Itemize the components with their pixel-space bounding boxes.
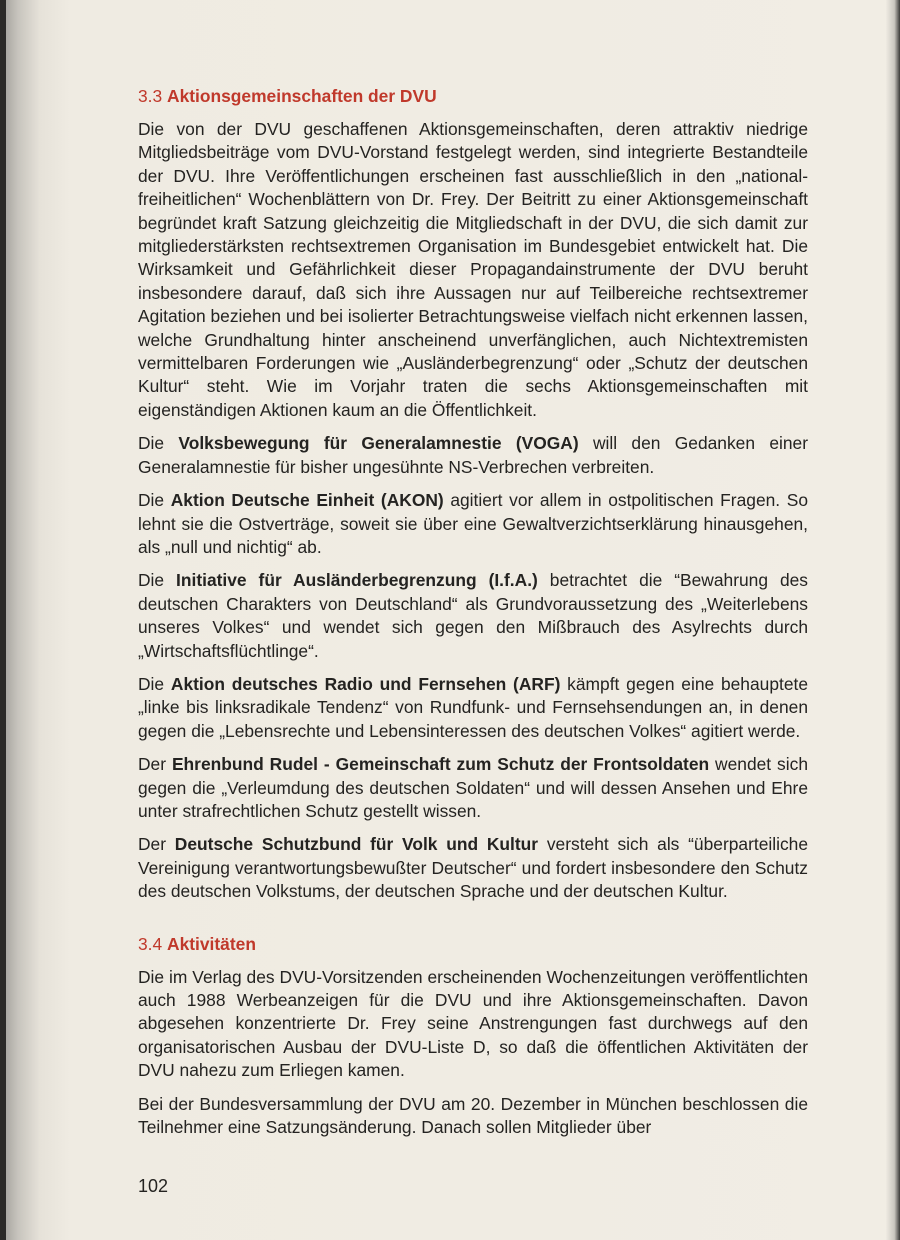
section-title: Aktivitäten xyxy=(167,933,256,954)
page-edge-shadow xyxy=(886,0,900,1240)
activities-paragraph-1: Die im Verlag des DVU-Vorsitzenden erscheinenden Wochenzeitungen veröffentlichten auch 1988 Werbeanzeigen für die DVU und ihre Aktionsgemeinschaften. Davon abgesehen konzentrierte Dr. Frey seine Anstrengungen fast durchwegs auf den organisatorischen Ausbau der DVU-Liste D, so daß die öffentlichen Aktivitäten der DVU nahezu zum Erliegen kamen. xyxy=(138,966,808,1081)
intro-paragraph: Die von der DVU geschaffenen Aktionsgemeinschaften, deren attraktiv niedrige Mitgliedsbeiträge vom DVU-Vorstand festgelegt werden, sind integrierte Bestandteile der DVU. Ihre Veröffentlichungen erscheinen fast ausschließlich in den „national-freiheitlichen“ Wochenblättern von Dr. Frey. Der Beitritt zu einer Aktionsgemeinschaft begründet kraft Satzung gleichzeitig die Mitgliedschaft in der DVU, die sich damit zur mitgliederstärksten rechtsextremen Organisation im Bundesgebiet entwickelt hat. Die Wirksamkeit und Gefährlichkeit dieser Propagandainstrumente der DVU beruht insbesondere darauf, daß sich ihre Aussagen nur auf Teilbereiche rechtsextremer Agitation beziehen und bei isolierter Betrachtungsweise vielfach nicht erkennen lassen, welche Grundhaltung hinter anscheinend unverfänglichen, auch Nichtextremisten vermittelbaren Forderungen wie „Ausländerbegrenzung“ oder „Schutz der deutschen Kultur“ steht. Wie im Vorjahr traten die sechs Aktionsgemeinschaften mit eigenständigen Aktionen kaum an die Öffentlichkeit. xyxy=(138,119,808,420)
activities-paragraph-2: Bei der Bundesversammlung der DVU am 20. Dezember in München beschlossen die Teilnehmer eine Satzungsänderung. Danach sollen Mitglieder über xyxy=(138,1093,808,1138)
group-name: Deutsche Schutzbund für Volk und Kultur xyxy=(174,834,539,855)
group-paragraph-arf: Die Aktion deutsches Radio und Fernsehen (ARF) kämpft gegen eine behauptete „linke bis linksradikale Tendenz“ von Rundfunk- und Fernsehsendungen an, in denen gegen die „Lebensrechte und Lebensinteressen des deutschen Volkes“ agitiert werde. xyxy=(138,673,808,741)
group-paragraph-ifa: Die Initiative für Ausländerbegrenzung (I.f.A.) betrachtet die “Bewahrung des deutschen Charakters von Deutschland“ als Grundvoraussetzung des „Weiterlebens unseres Volkes“ und wendet sich gegen den Mißbrauch des Asylrechts durch „Wirtschaftsflüchtlinge“. xyxy=(138,570,808,661)
group-paragraph-voga: Die Volksbewegung für Generalamnestie (VOGA) will den Gedanken einer Generalamnestie für bisher ungesühnte NS-Verbrechen verbreiten. xyxy=(138,433,808,477)
section-number: 3.3 xyxy=(138,86,163,106)
group-name: Volksbewegung für Generalamnestie (VOGA) xyxy=(178,433,579,454)
group-name: Ehrenbund Rudel - Gemeinschaft zum Schutz der Frontsoldaten xyxy=(171,754,710,775)
section-number: 3.4 xyxy=(138,933,163,954)
group-paragraph-ehrenbund: Der Ehrenbund Rudel - Gemeinschaft zum Schutz der Frontsoldaten wendet sich gegen die „Verleumdung des deutschen Soldaten“ und will dessen Ansehen und Ehre unter strafrechtlichen Schutz gestellt wissen. xyxy=(138,754,808,821)
group-paragraph-akon: Die Aktion Deutsche Einheit (AKON) agitiert vor allem in ostpolitischen Fragen. So lehnt sie die Ostverträge, soweit sie über eine Gewaltverzichtserklärung hinausgehen, als „null und nichtig“ ab. xyxy=(138,490,808,557)
group-name: Aktion Deutsche Einheit (AKON) xyxy=(170,490,444,511)
page-number: 102 xyxy=(138,1176,169,1196)
section-heading-3-3 xyxy=(138,84,808,108)
section-heading-3-4 xyxy=(138,932,808,956)
group-name: Initiative für Ausländerbegrenzung (I.f.A.) xyxy=(176,570,538,591)
group-paragraph-schutzbund: Der Deutsche Schutzbund für Volk und Kultur versteht sich als “überparteiliche Vereinigung verantwortungsbewußter Deutscher“ und fordert insbesondere den Schutz des deutschen Volkstums, der deutschen Sprache und der deutschen Kultur. xyxy=(138,834,809,902)
page-content xyxy=(138,84,808,1149)
group-name: Aktion deutsches Radio und Fernsehen (ARF) xyxy=(170,673,561,694)
section-title: Aktionsgemeinschaften der DVU xyxy=(167,86,437,106)
book-spine-shadow xyxy=(0,0,6,1240)
